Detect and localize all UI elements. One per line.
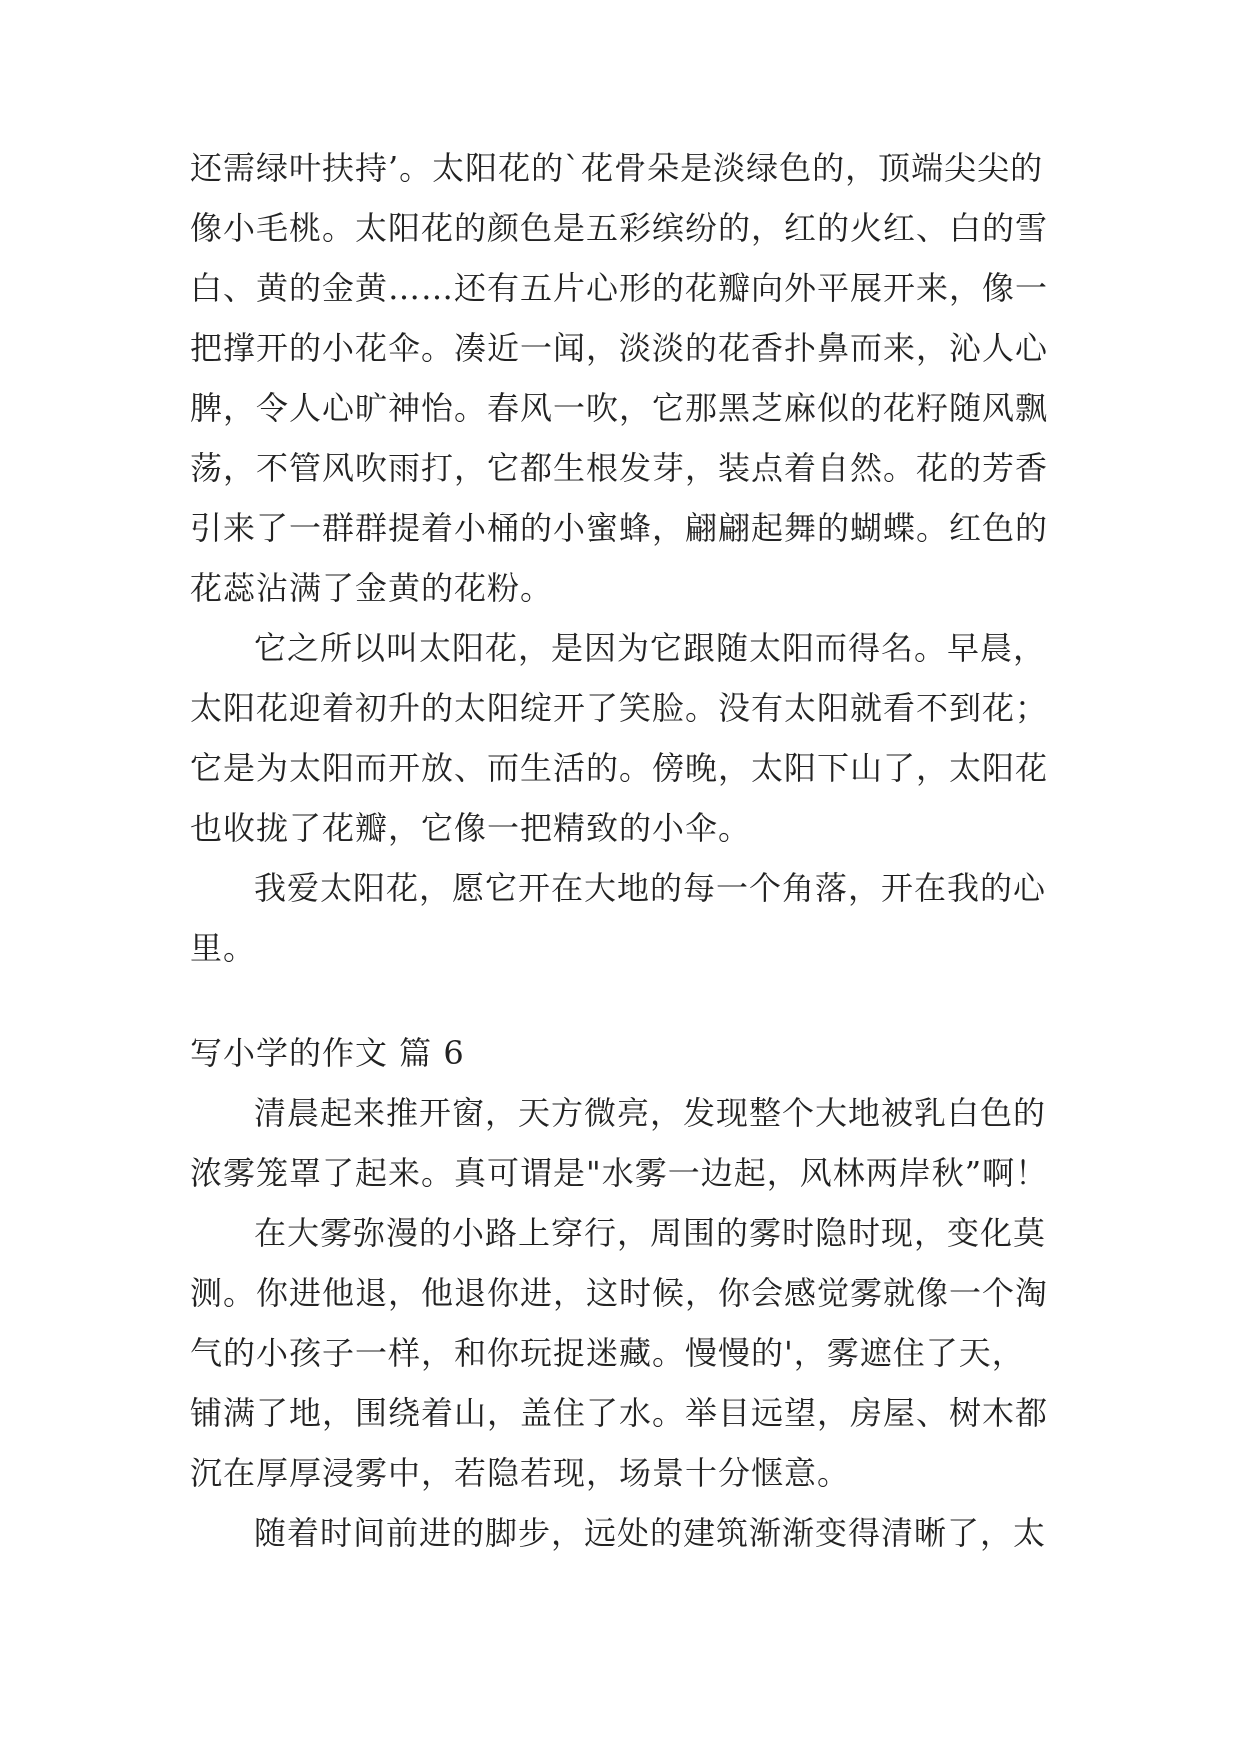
paragraph-line: 像小毛桃。太阳花的颜色是五彩缤纷的，红的火红、白的雪: [190, 209, 1049, 247]
paragraph-line: 花蕊沾满了金黄的花粉。: [190, 569, 554, 607]
paragraph-line: 还需绿叶扶持’。太阳花的`花骨朵是淡绿色的，顶端尖尖的: [190, 149, 1044, 187]
paragraph-line: 太阳花迎着初升的太阳绽开了笑脸。没有太阳就看不到花；: [190, 689, 1049, 727]
paragraph-line: 随着时间前进的脚步，远处的建筑渐渐变得清晰了，太: [254, 1514, 1047, 1552]
paragraph-line: 它是为太阳而开放、而生活的。傍晚，太阳下山了，太阳花: [190, 749, 1049, 787]
paragraph-line: 也收拢了花瓣，它像一把精致的小伞。: [190, 809, 752, 847]
paragraph-line: 测。你进他退，他退你进，这时候，你会感觉雾就像一个淘: [190, 1274, 1049, 1312]
paragraph-line: 白、黄的金黄……还有五片心形的花瓣向外平展开来，像一: [190, 269, 1049, 307]
paragraph-line: 它之所以叫太阳花，是因为它跟随太阳而得名。早晨，: [254, 629, 1047, 667]
paragraph-line: 沉在厚厚浸雾中，若隐若现，场景十分惬意。: [190, 1454, 851, 1492]
paragraph-line: 引来了一群群提着小桶的小蜜蜂，翩翩起舞的蝴蝶。红色的: [190, 509, 1049, 547]
section-title: 写小学的作文 篇 6: [190, 1034, 465, 1072]
paragraph-line: 浓雾笼罩了起来。真可谓是"水雾一边起，风林两岸秋”啊！: [190, 1154, 1049, 1192]
paragraph-line: 里。: [190, 929, 257, 967]
paragraph-line: 我爱太阳花，愿它开在大地的每一个角落，开在我的心: [254, 869, 1047, 907]
paragraph-line: 铺满了地，围绕着山，盖住了水。举目远望，房屋、树木都: [190, 1394, 1049, 1432]
paragraph-line: 把撑开的小花伞。凑近一闻，淡淡的花香扑鼻而来，沁人心: [190, 329, 1049, 367]
paragraph-line: 脾，令人心旷神怡。春风一吹，它那黑芝麻似的花籽随风飘: [190, 389, 1049, 427]
paragraph-line: 气的小孩子一样，和你玩捉迷藏。慢慢的'，雾遮住了天，: [190, 1334, 1025, 1372]
paragraph-line: 在大雾弥漫的小路上穿行，周围的雾时隐时现，变化莫: [254, 1214, 1047, 1252]
paragraph-line: 清晨起来推开窗，天方微亮，发现整个大地被乳白色的: [254, 1094, 1047, 1132]
paragraph-line: 荡，不管风吹雨打，它都生根发芽，装点着自然。花的芳香: [190, 449, 1049, 487]
